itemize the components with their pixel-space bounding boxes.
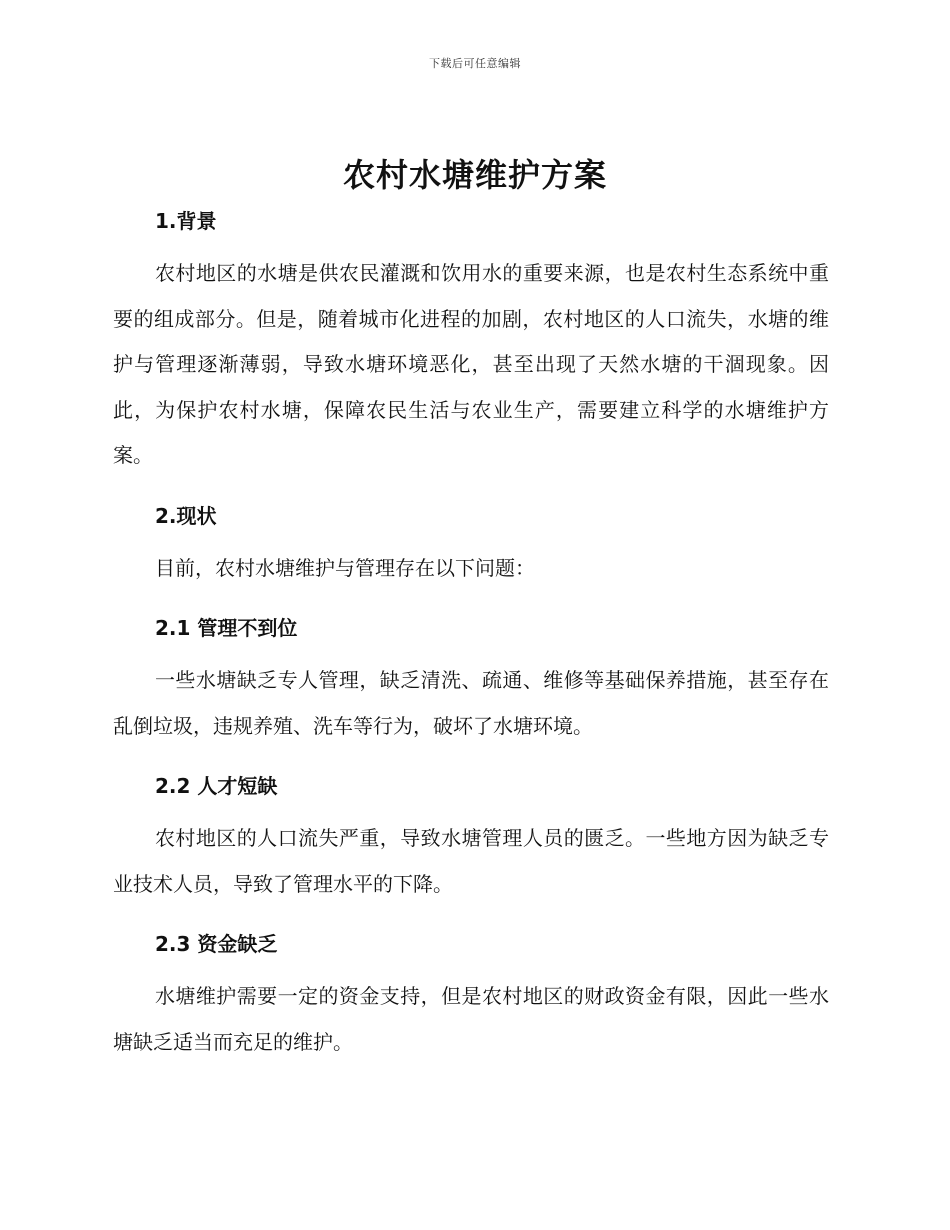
section-heading-status: 2.现状 <box>155 503 217 528</box>
paragraph-background: 农村地区的水塘是供农民灌溉和饮用水的重要来源，也是农村生态系统中重要的组成部分。但是，随着城市化进程的加剧，农村地区的人口流失，水塘的维护与管理逐渐薄弱，导致水塘环境恶化，甚至出现了天然水塘的干涸现象。因此，为保护农村水塘，保障农民生活与农业生产，需要建立科学的水塘维护方案。 <box>113 261 829 467</box>
section-heading-talent: 2.2 人才短缺 <box>155 774 278 798</box>
paragraph-funding: 水塘维护需要一定的资金支持，但是农村地区的财政资金有限，因此一些水塘缺乏适当而充足的维护。 <box>113 984 829 1054</box>
document-body <box>113 203 829 1065</box>
paragraph-management: 一些水塘缺乏专人管理，缺乏清洗、疏通、维修等基础保养措施，甚至存在乱倒垃圾，违规养殖、洗车等行为，破坏了水塘环境。 <box>113 668 829 738</box>
section-heading-funding: 2.3 资金缺乏 <box>155 932 278 956</box>
section-heading-management: 2.1 管理不到位 <box>155 616 298 640</box>
section-heading-background: 1.背景 <box>155 209 217 233</box>
paragraph-talent: 农村地区的人口流失严重，导致水塘管理人员的匮乏。一些地方因为缺乏专业技术人员，导致了管理水平的下降。 <box>113 826 829 896</box>
header-note: 下载后可任意编辑 <box>429 57 521 70</box>
page-title: 农村水塘维护方案 <box>342 156 607 194</box>
paragraph-status-intro: 目前，农村水塘维护与管理存在以下问题： <box>155 555 535 580</box>
